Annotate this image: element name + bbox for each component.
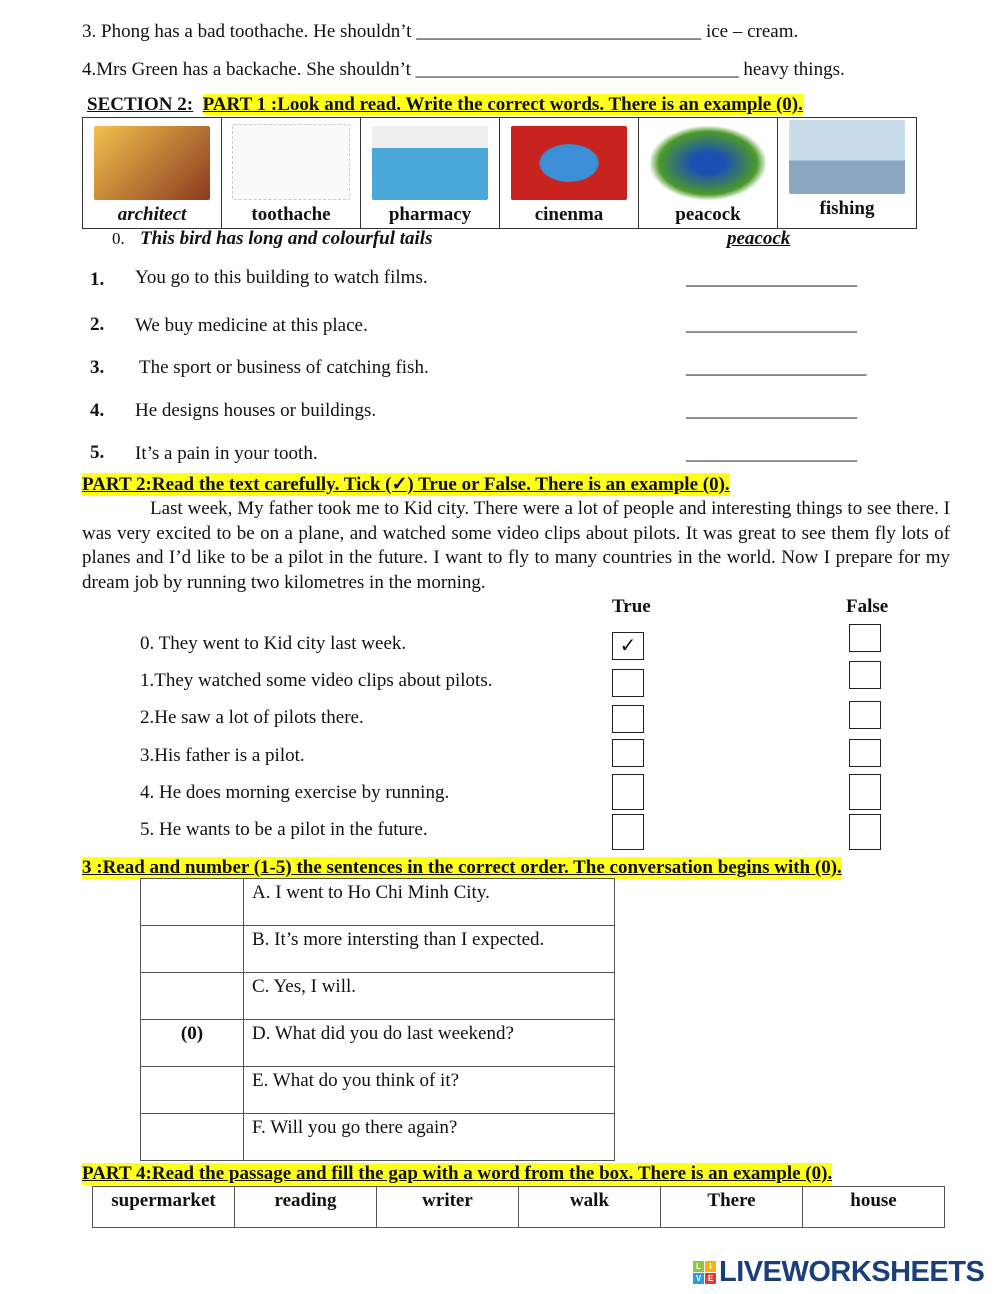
sentence-cell: F. Will you go there again? [244, 1114, 615, 1161]
statement-text: 5. He wants to be a pilot in the future. [140, 819, 428, 840]
word-label: pharmacy [388, 204, 472, 225]
statement-text: 3.His father is a pilot. [140, 745, 305, 766]
word-cell: reading [235, 1187, 377, 1228]
table-row [141, 1020, 615, 1067]
question-text: He designs houses or buildings. [135, 400, 377, 421]
picture-cell-cinema [500, 118, 639, 229]
word-cell: There [661, 1187, 803, 1228]
table-row [141, 1067, 615, 1114]
order-table [140, 878, 615, 1161]
example-answer: peacock [727, 228, 791, 249]
word-box [92, 1186, 945, 1228]
order-number-cell[interactable] [141, 1067, 244, 1114]
picture-cell-peacock [639, 118, 778, 229]
true-checkbox[interactable] [612, 814, 644, 850]
part1-heading [87, 94, 803, 116]
word-cell: writer [377, 1187, 519, 1228]
sentence-cell: B. It’s more intersting than I expected. [244, 926, 615, 973]
answer-blank[interactable]: ___________________ [686, 357, 867, 378]
answer-blank[interactable]: __________________ [686, 314, 857, 335]
word-cell: house [803, 1187, 945, 1228]
question-number: 5. [90, 442, 105, 463]
peacock-image [650, 126, 766, 200]
cinema-image [511, 126, 627, 200]
part2-header: PART 2:Read the text carefully. Tick (✓) True or False. There is an example (0). [82, 474, 730, 495]
picture-cell-toothache [222, 118, 361, 229]
true-checkbox[interactable] [612, 774, 644, 810]
sentence-4: 4.Mrs Green has a backache. She shouldn’t __________________________________ heavy things. [82, 59, 845, 80]
word-label: peacock [675, 204, 741, 225]
false-checkbox[interactable] [849, 814, 881, 850]
word-label: toothache [251, 204, 331, 225]
false-checkbox[interactable] [849, 739, 881, 767]
true-checkbox[interactable] [612, 705, 644, 733]
order-number-cell: (0) [141, 1020, 244, 1067]
order-number-cell[interactable] [141, 973, 244, 1020]
answer-blank[interactable]: __________________ [686, 268, 857, 289]
question-number: 3. [90, 357, 105, 378]
table-row [141, 879, 615, 926]
question-text: We buy medicine at this place. [135, 315, 368, 336]
toothache-image [232, 124, 350, 200]
false-column-label: False [846, 596, 889, 617]
part3-header: 3 :Read and number (1-5) the sentences in the correct order. The conversation begins with (0). [82, 857, 842, 878]
part1-header: PART 1 :Look and read. Write the correct words. There is an example (0). [202, 94, 803, 115]
word-label: architect [117, 204, 187, 225]
question-number: 1. [90, 269, 105, 290]
question-text: You go to this building to watch films. [135, 267, 428, 288]
picture-cell-fishing [778, 118, 917, 229]
part4-header: PART 4:Read the passage and fill the gap with a word from the box. There is an example (0). [82, 1163, 833, 1184]
fishing-image [789, 120, 905, 194]
sentence-cell: D. What did you do last weekend? [244, 1020, 615, 1067]
architect-image [94, 126, 210, 200]
false-checkbox[interactable] [849, 701, 881, 729]
sentence-3: 3. Phong has a bad toothache. He shouldn’t ______________________________ ice – cream. [82, 21, 799, 42]
question-text: The sport or business of catching fish. [139, 357, 429, 378]
false-checkbox[interactable] [849, 774, 881, 810]
sentence-cell: C. Yes, I will. [244, 973, 615, 1020]
answer-blank[interactable]: __________________ [686, 443, 857, 464]
reading-passage [82, 497, 950, 595]
statement-text: 1.They watched some video clips about pilots. [140, 670, 493, 691]
pharmacy-image [372, 126, 488, 200]
sentence-cell: E. What do you think of it? [244, 1067, 615, 1114]
picture-cell-architect [83, 118, 222, 229]
passage-text: Last week, My father took me to Kid city. There were a lot of people and interesting things to see there. I was very excited to be on a plane, and watched some video clips about pilots. It was great to see them fly lots of planes and I’d like to be a pilot in the future. I want to fly to many countries in the world. Now I prepare for my dream job by running two kilometres in the morning. [82, 498, 950, 593]
word-label: cinenma [534, 204, 604, 225]
true-checkbox[interactable] [612, 739, 644, 767]
statement-text: 4. He does morning exercise by running. [140, 782, 450, 803]
liveworksheets-logo [693, 1256, 984, 1289]
picture-cell-pharmacy [361, 118, 500, 229]
table-row [141, 926, 615, 973]
question-text: It’s a pain in your tooth. [135, 443, 318, 464]
example-text: This bird has long and colourful tails [140, 228, 433, 249]
section-label: SECTION 2: [87, 94, 194, 115]
order-number-cell[interactable] [141, 926, 244, 973]
word-cell: walk [519, 1187, 661, 1228]
answer-blank[interactable]: __________________ [686, 400, 857, 421]
statement-text: 0. They went to Kid city last week. [140, 633, 407, 654]
false-checkbox[interactable] [849, 624, 881, 652]
logo-text: LIVEWORKSHEETS [719, 1256, 985, 1288]
table-row [141, 973, 615, 1020]
table-row [141, 1114, 615, 1161]
example-number: 0. [112, 229, 125, 248]
question-number: 4. [90, 400, 105, 421]
order-number-cell[interactable] [141, 1114, 244, 1161]
question-number: 2. [90, 314, 105, 335]
picture-table [82, 117, 917, 229]
statement-text: 2.He saw a lot of pilots there. [140, 707, 364, 728]
word-cell: supermarket [93, 1187, 235, 1228]
false-checkbox[interactable] [849, 661, 881, 689]
logo-badge-icon: L I V E [693, 1261, 716, 1284]
true-column-label: True [612, 596, 651, 617]
true-checkbox[interactable]: ✓ [612, 632, 644, 660]
word-label: fishing [819, 198, 875, 219]
true-checkbox[interactable] [612, 669, 644, 697]
sentence-cell: A. I went to Ho Chi Minh City. [244, 879, 615, 926]
order-number-cell[interactable] [141, 879, 244, 926]
